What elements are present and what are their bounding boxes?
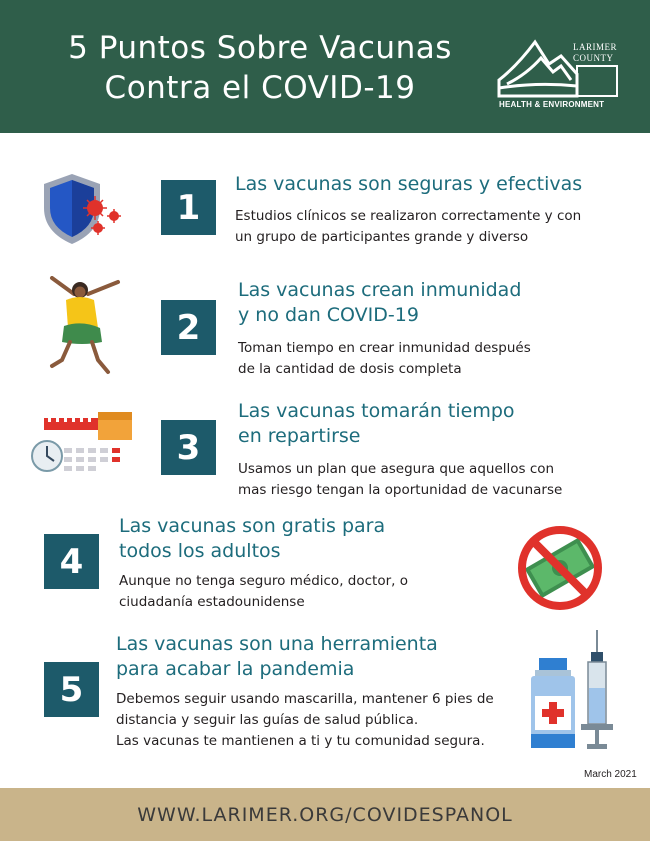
point-5-heading-line-2: para acabar la pandemia: [116, 658, 355, 680]
point-4-heading-line-2: todos los adultos: [119, 540, 281, 562]
point-4-heading: [119, 514, 385, 564]
point-4-body-line-1: Aunque no tenga seguro médico, doctor, o: [119, 573, 408, 589]
point-4-number: 4: [44, 534, 99, 589]
point-3-heading: [238, 399, 515, 449]
footer-url-link[interactable]: WWW.LARIMER.ORG/COVIDESPANOL: [137, 803, 513, 826]
point-3-body: [238, 459, 562, 501]
vaccine-vial-syringe-icon: [525, 628, 615, 752]
point-3-heading-line-2: en repartirse: [238, 425, 361, 447]
point-4-heading-line-1: Las vacunas son gratis para: [119, 515, 386, 537]
point-1-body-line-2: un grupo de participantes grande y diverso: [235, 229, 529, 245]
calendar-clock-box-icon: [30, 406, 136, 476]
point-1-number: 1: [161, 180, 216, 235]
point-5-heading-line-1: Las vacunas son una herramienta: [116, 633, 438, 655]
point-2-number: 2: [161, 300, 216, 355]
point-5-body-line-2: distancia y seguir las guías de salud pública.: [116, 712, 419, 728]
shield-virus-icon: [42, 170, 124, 248]
point-3-body-line-1: Usamos un plan que asegura que aquellos con: [238, 461, 555, 477]
point-2-heading-line-2: y no dan COVID-19: [238, 304, 419, 326]
point-4-body: [119, 571, 408, 613]
point-2-body: [238, 338, 531, 380]
point-2-heading: [238, 278, 521, 328]
logo-text-larimer: LARIMER: [573, 42, 617, 52]
point-5-body-line-3: Las vacunas te mantienen a ti y tu comunidad segura.: [116, 733, 485, 749]
footer-bar: [0, 788, 650, 841]
point-5-body: [116, 689, 494, 752]
point-2-body-line-1: Toman tiempo en crear inmunidad después: [238, 340, 531, 356]
point-3-body-line-2: mas riesgo tengan la oportunidad de vacunarse: [238, 482, 563, 498]
page-title: [20, 28, 500, 108]
logo-text-county: COUNTY: [573, 53, 614, 63]
point-3-heading-line-1: Las vacunas tomarán tiempo: [238, 400, 515, 422]
point-1-body-line-1: Estudios clínicos se realizaron correctamente y con: [235, 208, 582, 224]
point-3-number: 3: [161, 420, 216, 475]
title-line-2: Contra el COVID-19: [104, 70, 416, 106]
point-5-body-line-1: Debemos seguir usando mascarilla, mantener 6 pies de: [116, 691, 494, 707]
point-2-body-line-2: de la cantidad de dosis completa: [238, 361, 462, 377]
point-1-heading-line-1: Las vacunas son seguras y efectivas: [235, 173, 583, 195]
point-4-body-line-2: ciudadanía estadounidense: [119, 594, 305, 610]
publication-date: March 2021: [584, 769, 637, 780]
point-2-heading-line-1: Las vacunas crean inmunidad: [238, 279, 522, 301]
larimer-county-logo: [497, 36, 619, 114]
jumping-person-icon: [44, 276, 124, 376]
no-money-icon: [515, 523, 605, 613]
title-line-1: 5 Puntos Sobre Vacunas: [68, 30, 452, 66]
point-1-heading: [235, 172, 582, 197]
point-1-body: [235, 206, 581, 248]
logo-text-health-environment: HEALTH & ENVIRONMENT: [499, 100, 605, 109]
header-banner: [0, 0, 650, 133]
point-5-heading: [116, 632, 438, 682]
point-5-number: 5: [44, 662, 99, 717]
